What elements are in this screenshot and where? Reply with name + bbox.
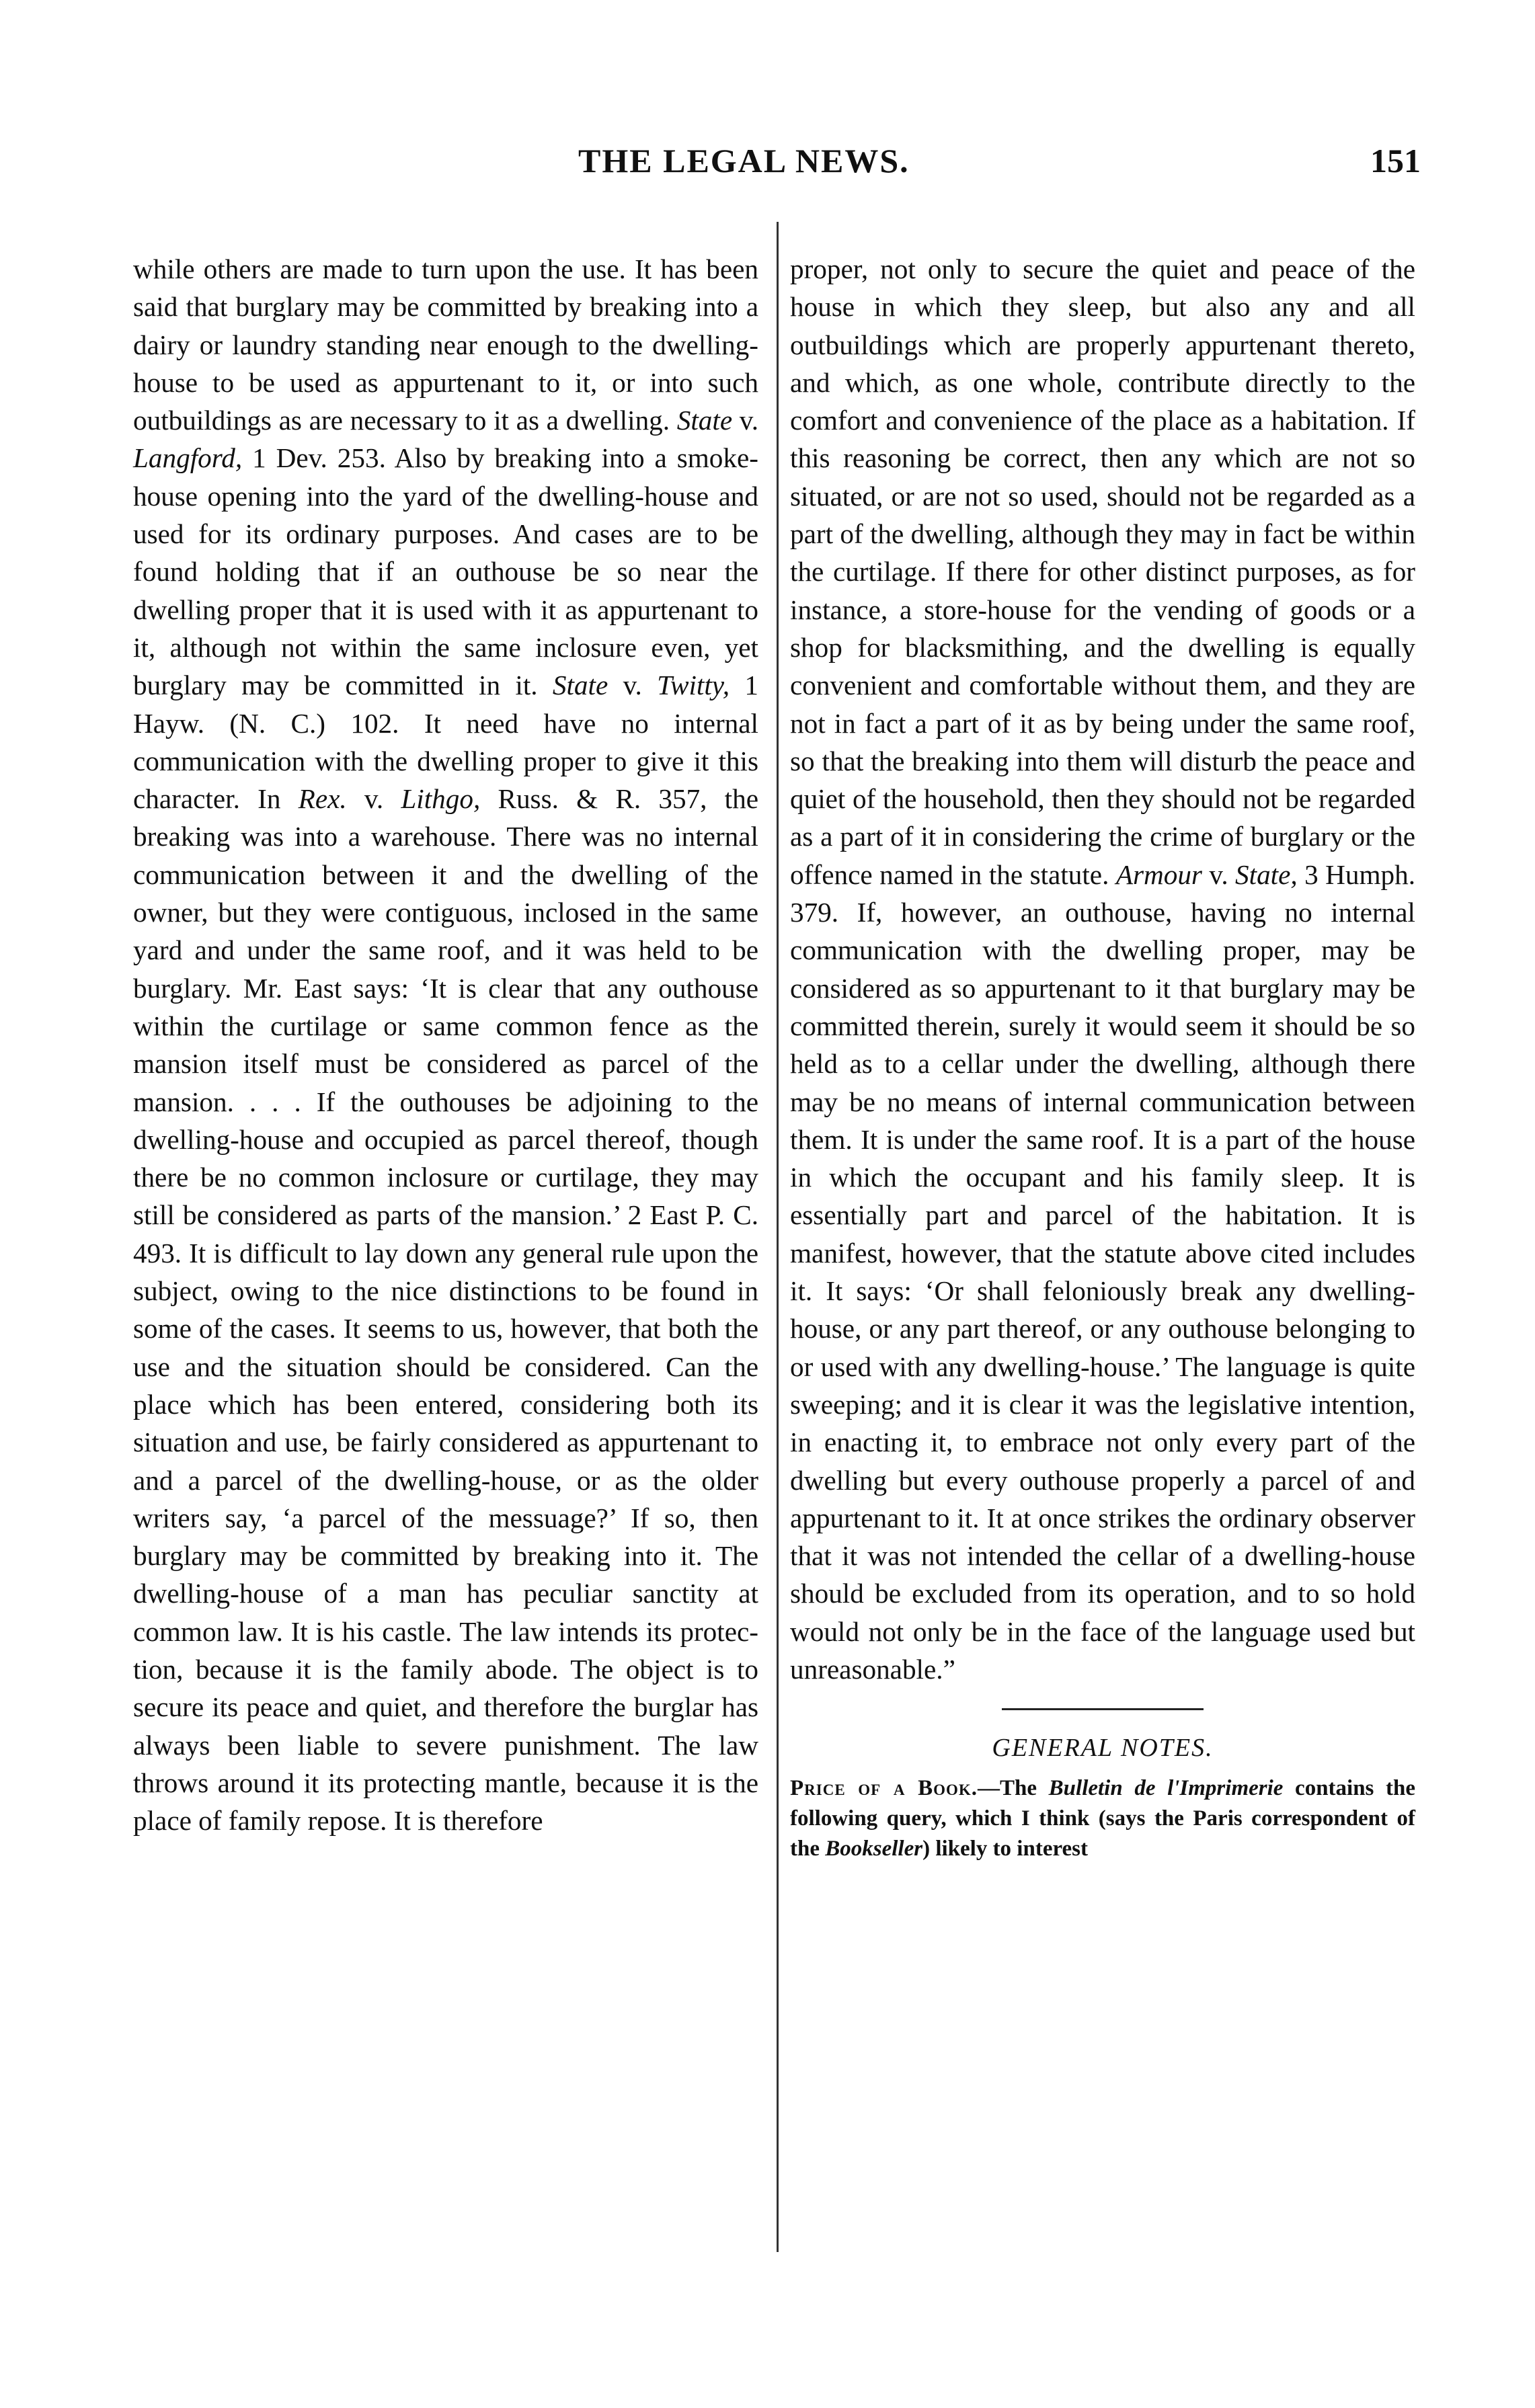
right-column bbox=[790, 250, 1415, 1864]
text-run: ) likely to interest bbox=[922, 1837, 1088, 1861]
left-column bbox=[133, 250, 758, 1839]
text-run: v. bbox=[608, 670, 658, 701]
text-run: v. bbox=[346, 783, 401, 815]
general-notes-heading: GENERAL NOTES. bbox=[992, 1734, 1214, 1763]
text-run: while others are made to turn upon the use. It has been said that burglary may be committed by breaking into a dairy or laundry standing near enough to the dwelling-house to be used as appurtenant to it, or into such outbuildings as are necessary to it as a dwelling. bbox=[133, 253, 758, 436]
text-run: contains the following query, which I think (says the Paris correspondent of the bbox=[790, 1776, 1416, 1861]
running-title: THE LEGAL NEWS. bbox=[578, 142, 910, 179]
note-paragraph bbox=[790, 1773, 1415, 1864]
text-run: 1 Hayw. (N. C.) 102. It need have no internal communication with the dwelling proper to give it this character. In bbox=[133, 670, 759, 815]
publication-title: Bookseller bbox=[825, 1837, 923, 1861]
paragraph-right bbox=[790, 250, 1415, 1688]
case-name: Lithgo, bbox=[401, 783, 481, 815]
note-lead: Price of a Book. bbox=[790, 1776, 978, 1801]
text-run: 1 Dev. 253. Also by breaking into a smoke-house opening into the yard of the dwelling-house and used for its ordinary purposes. And cases are to be found holding that if an outhouse be so near the dwelling proper that it is used with it as appurtenant to it, although not within the same inclosure even, yet burglary may be committed in it. bbox=[133, 442, 758, 701]
case-name: State bbox=[552, 670, 608, 701]
column-divider bbox=[777, 222, 779, 2252]
text-run: v. bbox=[732, 405, 759, 436]
case-name: State bbox=[676, 405, 733, 436]
case-name: Langford, bbox=[133, 442, 243, 474]
text-run: 3 Humph. 379. If, however, an outhouse, having no internal communication with the dwelling proper, may be considered as so appurtenant to it that burglary may be committed therein, surely it would seem it should be so held as to a cellar under the dwelling, although there may be no means of internal communication between them. It is under the same roof. It is a part of the house in which the occupant and his family sleep. It is essentially part and parcel of the habitation. It is manifest, however, that the statute above cited includes it. It says: ‘Or shall feloniously break any dwelling-house, or any part thereof, or any outhouse belonging to or used with any dwelling-house.’ The language is quite sweeping; and it is clear it was the legislative intention, in enacting it, to embrace not only every part of the dwelling but every outhouse properly a parcel of and appurtenant to it. It at once strikes the ordinary observer that it was not intended the cellar of a dwelling-house should be excluded from its operation, and to so hold would not only be in the face of the language used but unreasonable.” bbox=[790, 858, 1416, 1685]
text-run: —The bbox=[978, 1776, 1049, 1801]
text-run: Russ. & R. 357, the breaking was into a warehouse. There was no internal communication between it and the dwelling of the owner, but they were contiguous, inclosed in the same yard and under the same roof, and it was held to be burglary. Mr. East says: ‘It is clear that any outhouse within the curtilage or same common fence as the mansion itself must be considered as parcel of the mansion. . . . If the outhouses be adjoining to the dwelling-house and occupied as parcel thereof, though there be no common inclosure or curtilage, they may still be considered as parts of the mansion.’ 2 East P. C. 493. It is difficult to lay down any general rule upon the subject, owing to the nice distinctions to be found in some of the cases. It seems to us, however, that both the use and the situation should be considered. Can the place which has been entered, considering both its situation and use, be fairly considered as appurtenant to and a parcel of the dwelling-house, or as the older writers say, ‘a parcel of the messuage?’ If so, then burglary may be committed by breaking into it. The dwelling-house of a man has peculiar sanctity at common law. It is his castle. The law intends its protection, because it is the family abode. The object is to secure its peace and quiet, and therefore the burglar has always been liable to severe punishment. The law throws around it its protecting mantle, because it is the place of family repose. It is therefore bbox=[133, 783, 758, 1837]
page-number: 151 bbox=[1370, 142, 1421, 179]
case-name: Rex. bbox=[298, 783, 347, 815]
publication-title: Bulletin de l'Imprimerie bbox=[1048, 1776, 1284, 1801]
case-name: Twitty, bbox=[657, 670, 730, 701]
case-name: Armour bbox=[1115, 858, 1202, 890]
section-separator bbox=[1002, 1708, 1204, 1710]
text-run: proper, not only to secure the quiet and peace of the house in which they sleep, but also any and all outbuildings which are properly appurtenant thereto, and which, as one whole, contribute directly to the comfort and convenience of the place as a habitation. If this reasoning be correct, then any which are not so situated, or are not so used, should not be regarded as a part of the dwelling, although they may in fact be within the curtilage. If there for other distinct purposes, as for instance, a store-house for the vending of goods or a shop for blacksmithing, and the dwelling is equally convenient and comfortable without them, and they are not in fact a part of it as by being under the same roof, so that the breaking into them will disturb the peace and quiet of the household, then they should not be regarded as a part of it in considering the crime of burglary or the offence named in the statute. bbox=[790, 253, 1415, 890]
text-run: v. bbox=[1202, 858, 1236, 890]
paragraph-left bbox=[133, 250, 758, 1839]
case-name: State, bbox=[1235, 858, 1298, 890]
